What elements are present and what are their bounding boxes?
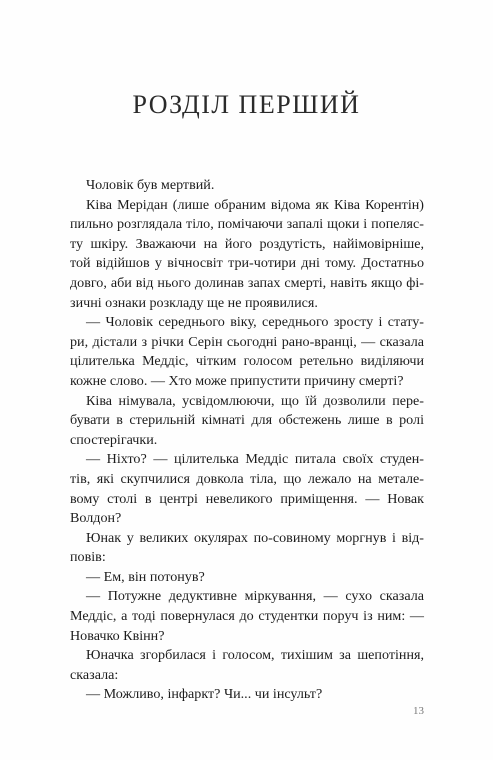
- text-line: Юнак у великих окулярах по-совиному моргнув і від-: [86, 529, 424, 546]
- text-line: вому столі в центрі невеликого приміщення. — Новак: [70, 490, 424, 507]
- text-line: той відійшов у вічносвіт три-чотири дні тому. Достатньо: [70, 255, 424, 272]
- text-line: спостерігачки.: [70, 431, 158, 448]
- text-line: зичні ознаки розкладу ще не проявилися.: [70, 294, 318, 311]
- body-text: [70, 176, 424, 705]
- text-line: пильно розглядала тіло, помічаючи запалі щоки і попеляс-: [70, 216, 424, 233]
- text-line: бувати в стерильній кімнаті для обстежень лише в ролі: [70, 412, 424, 429]
- text-line: ту шкіру. Зважаючи на його роздутість, найімовірніше,: [70, 235, 424, 252]
- text-line: Волдон?: [70, 510, 122, 527]
- text-line: — Чоловік середнього віку, середнього зросту і стату-: [86, 314, 424, 331]
- text-line: Новачко Квінн?: [70, 627, 165, 644]
- text-line: — Ем, він потонув?: [86, 568, 205, 585]
- text-line: — Можливо, інфаркт? Чи... чи інсульт?: [86, 686, 323, 703]
- text-line: тів, які скупчилися довкола тіла, що лежало на метале-: [70, 470, 424, 487]
- chapter-title: РОЗДІЛ ПЕРШИЙ: [132, 90, 361, 119]
- text-line: кожне слово. — Хто може припустити причину смерті?: [70, 372, 404, 389]
- text-line: Ківа Мерідан (лише обраним відома як Ківа Корентін): [86, 196, 424, 213]
- text-line: цілителька Меддіс, чітким голосом ретельно виділяючи: [70, 353, 424, 370]
- text-line: — Потужне дедуктивне міркування, — сухо сказала: [86, 588, 424, 605]
- text-line: Чоловік був мертвий.: [86, 177, 215, 193]
- page-number: 13: [413, 705, 424, 717]
- text-line: Меддіс, а тоді повернулася до студентки поруч із ним: —: [70, 608, 424, 625]
- text-line: довго, аби від нього долинав запах смерті, навіть якщо фі-: [70, 274, 424, 291]
- text-line: Юначка згорбилася і голосом, тихішим за шепотіння,: [86, 647, 424, 664]
- text-line: Ківа німувала, усвідомлюючи, що їй дозволили пере-: [86, 392, 424, 409]
- text-line: повів:: [70, 549, 106, 566]
- text-line: ри, дістали з річки Серін сьогодні рано-вранці, — сказала: [70, 333, 424, 350]
- text-line: сказала:: [70, 666, 119, 683]
- text-line: — Ніхто? — цілителька Меддіс питала своїх студен-: [86, 451, 424, 468]
